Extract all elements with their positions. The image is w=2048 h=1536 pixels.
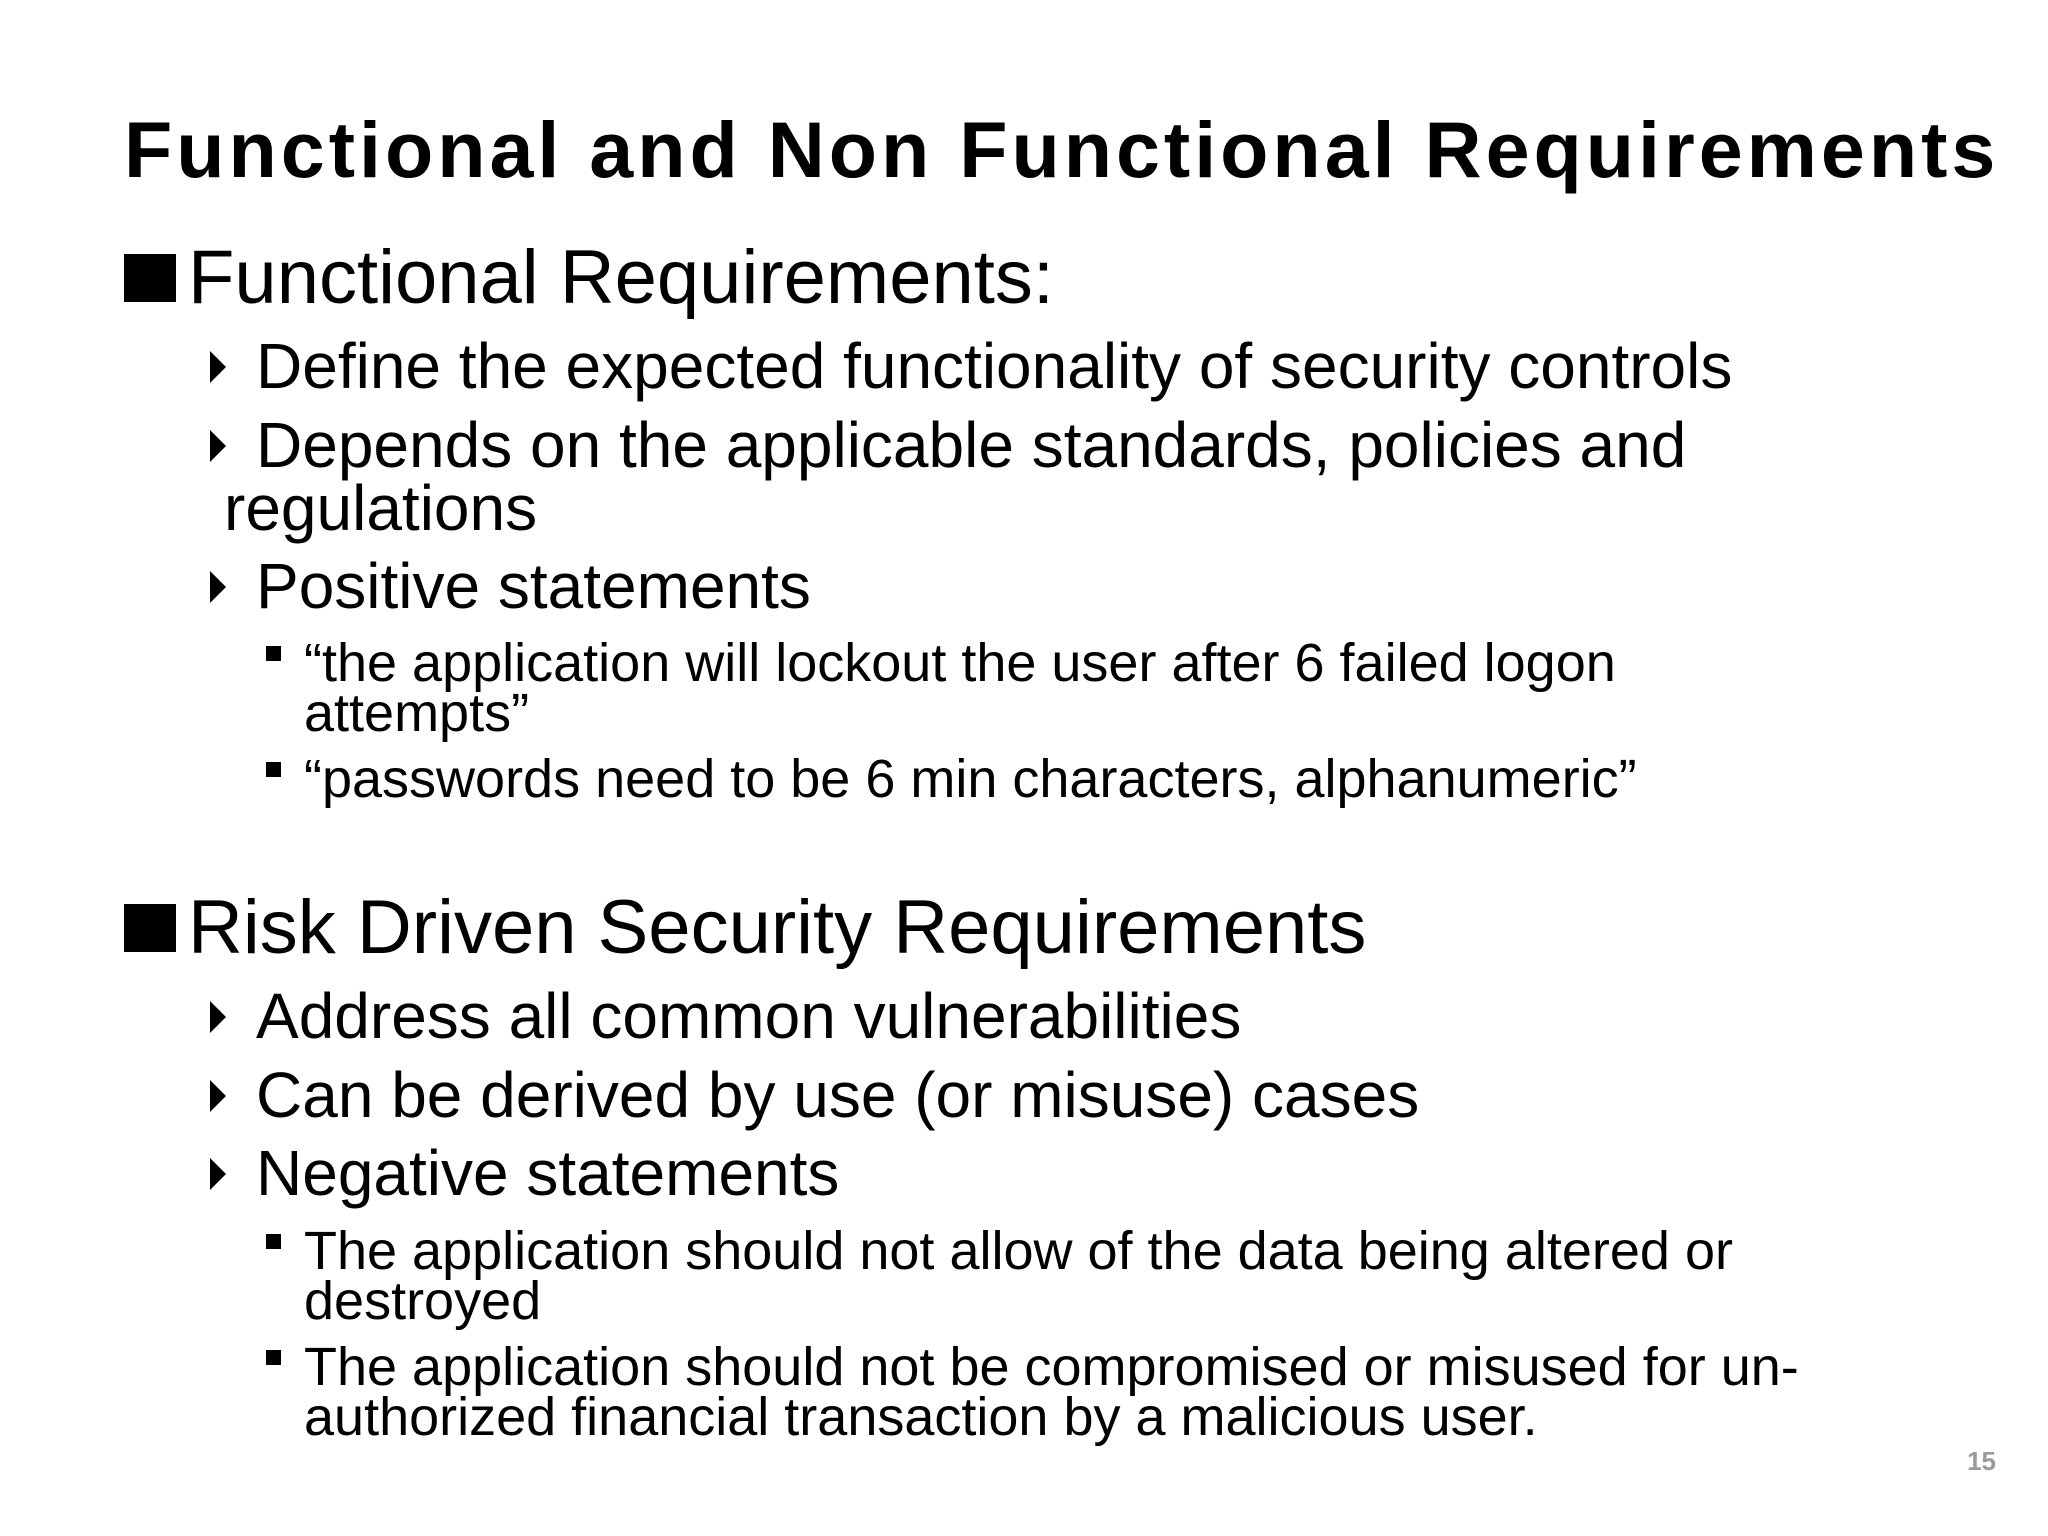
small-square-bullet-icon <box>266 646 281 661</box>
sub-list-item-text: “the application will lockout the user after 6 failed logon <box>304 633 1616 693</box>
sub-list-item-continuation: destroyed <box>304 1271 542 1331</box>
slide-title: Functional and Non Functional Requirements <box>124 105 2000 194</box>
sub-list-item-continuation: attempts” <box>304 683 530 743</box>
sub-list-item-continuation: authorized financial transaction by a malicious user. <box>304 1387 1538 1447</box>
sub-list-item-text: The application should not allow of the data being altered or <box>304 1221 1733 1281</box>
small-square-bullet-icon <box>266 1350 281 1365</box>
triangle-bullet-icon <box>210 351 226 383</box>
list-item-continuation: regulations <box>224 472 538 544</box>
sub-list-item-text: The application should not be compromised or misused for un- <box>304 1337 1799 1397</box>
list-item-text: Address all common vulnerabilities <box>256 980 1242 1052</box>
page-number: 15 <box>1967 1446 1996 1476</box>
section-heading-text: Risk Driven Security Requirements <box>188 885 1367 970</box>
small-square-bullet-icon <box>266 762 281 777</box>
sub-list-item-text: “passwords need to be 6 min characters, alphanumeric” <box>304 749 1637 809</box>
triangle-bullet-icon <box>210 571 226 603</box>
square-bullet-icon <box>124 904 176 952</box>
list-item-text: Positive statements <box>256 550 811 622</box>
list-item-text: Depends on the applicable standards, policies and <box>256 409 1687 481</box>
triangle-bullet-icon <box>210 430 226 462</box>
section-heading-text: Functional Requirements: <box>188 235 1054 320</box>
list-item-text: Define the expected functionality of security controls <box>256 330 1733 402</box>
triangle-bullet-icon <box>210 1080 226 1112</box>
small-square-bullet-icon <box>266 1234 281 1249</box>
triangle-bullet-icon <box>210 1158 226 1190</box>
list-item-text: Negative statements <box>256 1137 840 1209</box>
list-item-text: Can be derived by use (or misuse) cases <box>256 1059 1420 1131</box>
square-bullet-icon <box>124 254 176 302</box>
triangle-bullet-icon <box>210 1001 226 1033</box>
